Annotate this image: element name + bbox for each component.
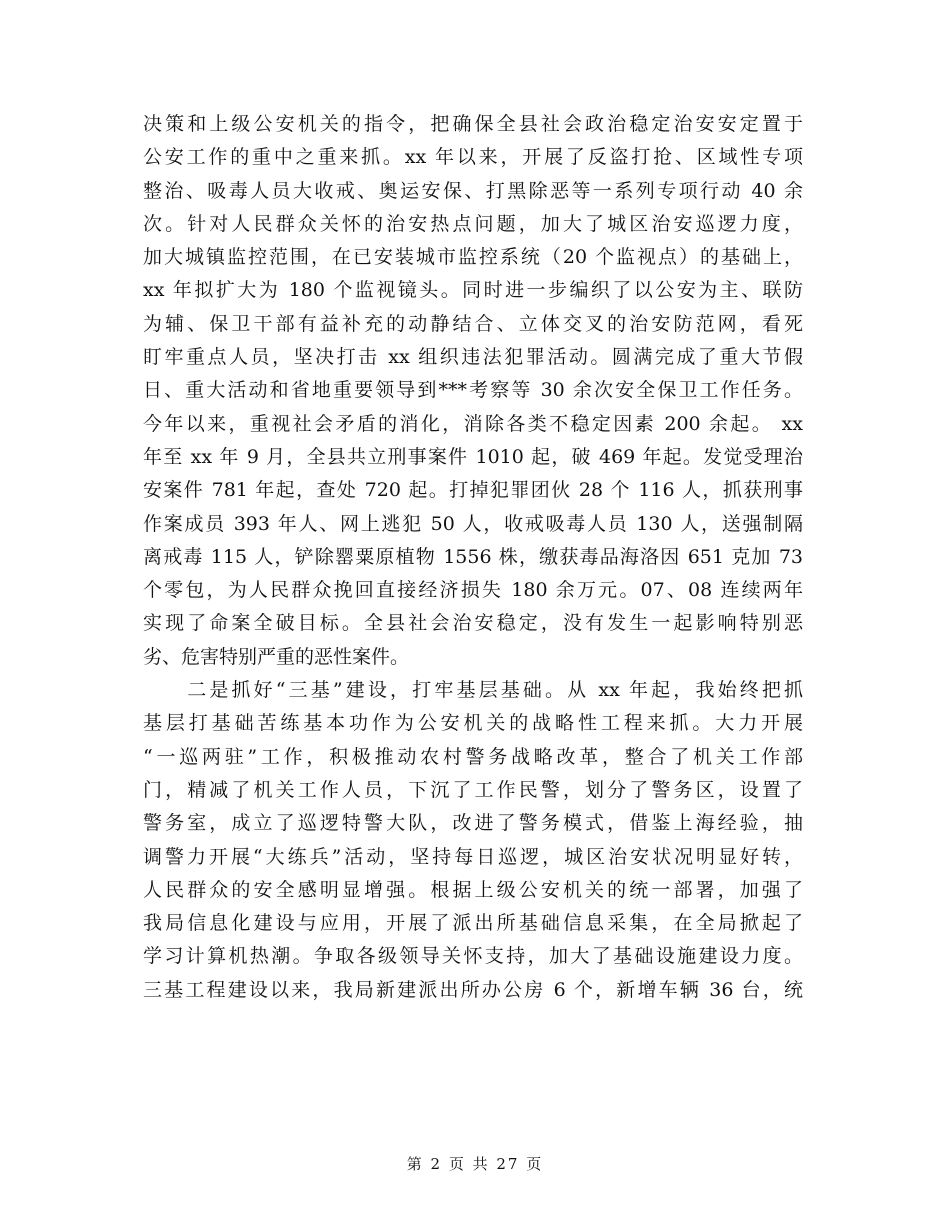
text-line: 加大城镇监控范围，在已安装城市监控系统（20 个监视点）的基础上， bbox=[143, 246, 803, 269]
text-line: 警务室，成立了巡逻特警大队，改进了警务模式，借鉴上海经验，抽 bbox=[143, 812, 803, 835]
text-line: 公安工作的重中之重来抓。xx 年以来，开展了反盗打抢、区域性专项 bbox=[143, 146, 803, 169]
document-body bbox=[143, 108, 803, 1007]
text-line: 盯牢重点人员，坚决打击 xx 组织违法犯罪活动。圆满完成了重大节假 bbox=[143, 346, 803, 369]
text-line: 基层打基础苦练基本功作为公安机关的战略性工程来抓。大力开展 bbox=[143, 712, 803, 735]
text-line: 二是抓好“三基”建设，打牢基层基础。从 xx 年起，我始终把抓 bbox=[143, 679, 803, 702]
text-line: 离戒毒 115 人，铲除罂粟原植物 1556 株，缴获毒品海洛因 651 克加 73 bbox=[143, 545, 803, 568]
text-line: 安案件 781 年起，查处 720 起。打掉犯罪团伙 28 个 116 人，抓获刑事 bbox=[143, 479, 803, 502]
text-line: 学习计算机热潮。争取各级领导关怀支持，加大了基础设施建设力度。 bbox=[143, 945, 803, 968]
text-line: 我局信息化建设与应用，开展了派出所基础信息采集，在全局掀起了 bbox=[143, 912, 803, 935]
text-line: 日、重大活动和省地重要领导到***考察等 30 余次安全保卫工作任务。 bbox=[143, 379, 803, 402]
text-line: 门，精减了机关工作人员，下沉了工作民警，划分了警务区，设置了 bbox=[143, 778, 803, 801]
text-line: 作案成员 393 年人、网上逃犯 50 人，收戒吸毒人员 130 人，送强制隔 bbox=[143, 512, 803, 535]
page-footer: 第 2 页 共 27 页 bbox=[406, 1155, 544, 1173]
text-line: 整治、吸毒人员大收戒、奥运安保、打黑除恶等一系列专项行动 40 余 bbox=[143, 179, 803, 202]
text-line: 决策和上级公安机关的指令，把确保全县社会政治稳定治安安定置于 bbox=[143, 113, 803, 135]
text-line: xx 年拟扩大为 180 个监视镜头。同时进一步编织了以公安为主、联防 bbox=[143, 279, 803, 302]
text-line: 年至 xx 年 9 月，全县共立刑事案件 1010 起，破 469 年起。发觉受理治 bbox=[143, 445, 803, 468]
text-line: 个零包，为人民群众挽回直接经济损失 180 余万元。07、08 连续两年 bbox=[143, 579, 803, 602]
text-line: 今年以来，重视社会矛盾的消化，消除各类不稳定因素 200 余起。 xx bbox=[143, 412, 803, 435]
text-line: 劣、危害特别严重的恶性案件。 bbox=[143, 645, 410, 668]
text-line: 调警力开展“大练兵”活动，坚持每日巡逻，城区治安状况明显好转， bbox=[143, 845, 803, 868]
text-line: 实现了命案全破目标。全县社会治安稳定，没有发生一起影响特别恶 bbox=[143, 612, 803, 635]
text-line: 人民群众的安全感明显增强。根据上级公安机关的统一部署，加强了 bbox=[143, 878, 803, 901]
text-line: 三基工程建设以来，我局新建派出所办公房 6 个，新增车辆 36 台，统 bbox=[143, 978, 803, 1001]
text-line: 次。针对人民群众关怀的治安热点问题，加大了城区治安巡逻力度， bbox=[143, 212, 803, 235]
text-line: 为辅、保卫干部有益补充的动静结合、立体交叉的治安防范网，看死 bbox=[143, 312, 803, 335]
text-line: “一巡两驻”工作，积极推动农村警务战略改革，整合了机关工作部 bbox=[143, 745, 803, 768]
